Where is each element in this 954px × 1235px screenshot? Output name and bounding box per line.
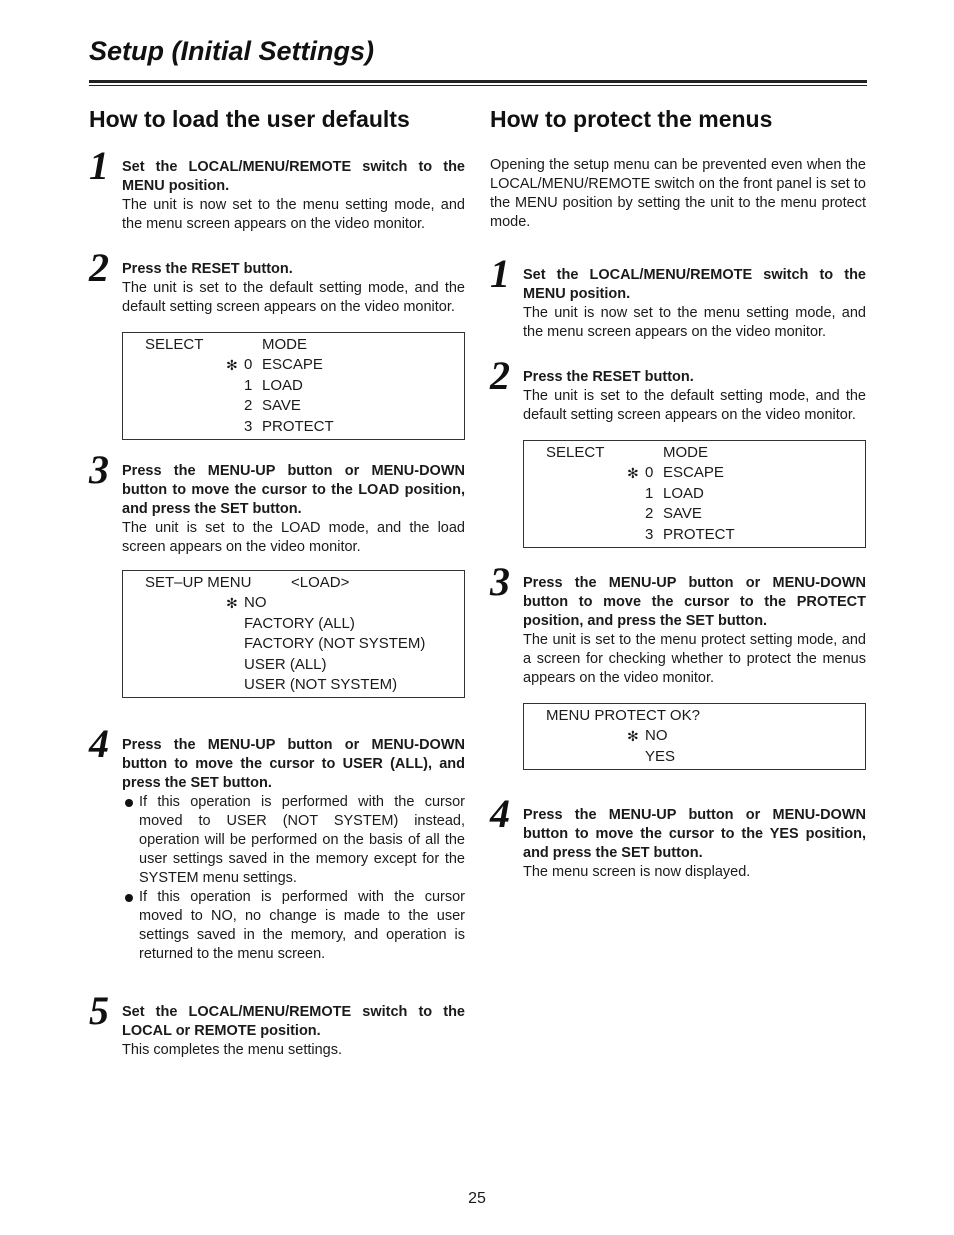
screen-item-label: SAVE	[262, 397, 301, 415]
step-number: 1	[490, 251, 510, 296]
step-body: The unit is now set to the menu setting mode, and the menu screen appears on the video monitor.	[122, 197, 465, 232]
screen-protect-title: MENU PROTECT OK?	[546, 706, 700, 724]
screen-col-mode: MODE	[663, 444, 708, 461]
screen-item-num: 0	[244, 356, 253, 374]
screen-item-label: USER (NOT SYSTEM)	[244, 675, 398, 693]
screen-item-label: LOAD	[262, 376, 303, 394]
step-body: The unit is set to the LOAD mode, and the load screen appears on the video monitor.	[122, 519, 465, 555]
intro-paragraph: Opening the setup menu can be prevented even when the LOCAL/MENU/REMOTE switch on the front panel is set to the MENU position by setting the unit to the menu protect mode.	[490, 157, 866, 230]
screen-item-label: FACTORY (NOT SYSTEM)	[244, 635, 426, 653]
cursor-asterisk-icon: ✻	[627, 465, 639, 482]
screen-item-num: 2	[645, 505, 654, 523]
bullet-dot-icon	[125, 894, 133, 902]
step-heading: Press the MENU-UP button or MENU-DOWN button to move the cursor to the PROTECT position, and press the SET button.	[523, 574, 866, 629]
right-step-1	[490, 251, 866, 342]
left-step-5	[89, 988, 465, 1060]
step-number: 3	[490, 558, 510, 604]
page-number: 25	[468, 1190, 486, 1207]
screen-item-label: NO	[244, 594, 267, 612]
screen-col-setup-menu: SET–UP MENU	[145, 573, 252, 591]
screen-item-num: 1	[244, 376, 253, 394]
step-body: The unit is set to the default setting mode, and the default setting screen appears on the video monitor.	[122, 280, 465, 315]
step-number: 3	[89, 446, 109, 492]
right-step-4	[490, 791, 866, 882]
step-number: 2	[490, 353, 510, 398]
screen-item-num: 1	[645, 484, 654, 502]
cursor-asterisk-icon: ✻	[627, 728, 639, 745]
screen-item-num: 3	[244, 417, 253, 435]
step-number: 2	[89, 245, 109, 290]
title-rule-thin	[89, 85, 867, 86]
step-heading: Set the LOCAL/MENU/REMOTE switch to the MENU position.	[122, 159, 465, 194]
screen-item-label: YES	[645, 747, 676, 765]
right-column	[490, 100, 866, 882]
step-heading: Press the RESET button.	[122, 261, 293, 277]
step-number: 4	[89, 721, 109, 767]
screen-col-load: <LOAD>	[291, 573, 350, 591]
screen-select-mode	[523, 440, 866, 548]
step-heading: Press the MENU-UP button or MENU-DOWN button to move the cursor to USER (ALL), and press the SET button.	[122, 737, 465, 792]
bullet-item: If this operation is performed with the cursor moved to USER (NOT SYSTEM) instead, operation will be performed on the basis of all the user settings saved in the memory except for the SYSTEM menu settings.	[122, 793, 465, 888]
screen-item-num: 0	[645, 464, 654, 482]
left-step-3	[89, 446, 465, 698]
left-step-1	[89, 143, 465, 234]
screen-item-label: PROTECT	[262, 417, 334, 435]
screen-item-label: FACTORY (ALL)	[244, 614, 355, 632]
screen-item-num: 2	[244, 397, 253, 415]
step-body: The unit is now set to the menu setting mode, and the menu screen appears on the video monitor.	[523, 305, 866, 340]
screen-select-mode	[122, 332, 465, 440]
step-heading: Set the LOCAL/MENU/REMOTE switch to the MENU position.	[523, 267, 866, 302]
step-bullets	[122, 793, 465, 964]
title-rule	[89, 80, 867, 83]
left-step-4	[89, 721, 465, 964]
step-heading: Press the RESET button.	[523, 369, 694, 385]
screen-col-mode: MODE	[262, 336, 307, 353]
step-heading: Press the MENU-UP button or MENU-DOWN button to move the cursor to the YES position, and press the SET button.	[523, 807, 866, 862]
page-header	[89, 34, 867, 68]
step-number: 5	[89, 988, 109, 1034]
screen-item-num: 3	[645, 525, 654, 543]
step-number: 4	[490, 791, 510, 837]
screen-col-select: SELECT	[145, 336, 204, 353]
screen-load	[122, 570, 465, 698]
bullet-item: If this operation is performed with the cursor moved to NO, no change is made to the user settings saved in the memory, and operation is returned to the menu screen.	[122, 888, 465, 964]
section-title-load-defaults: How to load the user defaults	[89, 106, 410, 132]
screen-item-label: LOAD	[663, 484, 704, 502]
screen-item-label: SAVE	[663, 505, 702, 523]
page-title: Setup (Initial Settings)	[89, 36, 375, 66]
step-heading: Press the MENU-UP button or MENU-DOWN button to move the cursor to the LOAD position, and press the SET button.	[122, 462, 465, 517]
step-number: 1	[89, 143, 109, 188]
screen-col-select: SELECT	[546, 444, 605, 461]
cursor-asterisk-icon: ✻	[226, 357, 238, 374]
right-step-2	[490, 353, 866, 548]
right-step-3	[490, 558, 866, 770]
screen-item-label: PROTECT	[663, 525, 735, 543]
step-body: The unit is set to the default setting mode, and the default setting screen appears on the video monitor.	[523, 388, 866, 423]
screen-item-label: USER (ALL)	[244, 655, 327, 673]
screen-item-label: ESCAPE	[663, 464, 724, 482]
step-body: The menu screen is now displayed.	[523, 864, 751, 881]
left-step-2	[89, 245, 465, 440]
cursor-asterisk-icon: ✻	[226, 595, 238, 612]
screen-menu-protect	[523, 703, 866, 770]
section-title-protect-menus: How to protect the menus	[490, 106, 773, 132]
step-body: This completes the menu settings.	[122, 1042, 343, 1059]
bullet-dot-icon	[125, 799, 133, 807]
left-column	[89, 100, 465, 1060]
screen-item-label: ESCAPE	[262, 356, 323, 374]
step-heading: Set the LOCAL/MENU/REMOTE switch to the LOCAL or REMOTE position.	[122, 1004, 465, 1040]
step-body: The unit is set to the menu protect setting mode, and a screen for checking whether to protect the menus appears on the video monitor.	[523, 631, 866, 686]
screen-item-label: NO	[645, 727, 668, 745]
